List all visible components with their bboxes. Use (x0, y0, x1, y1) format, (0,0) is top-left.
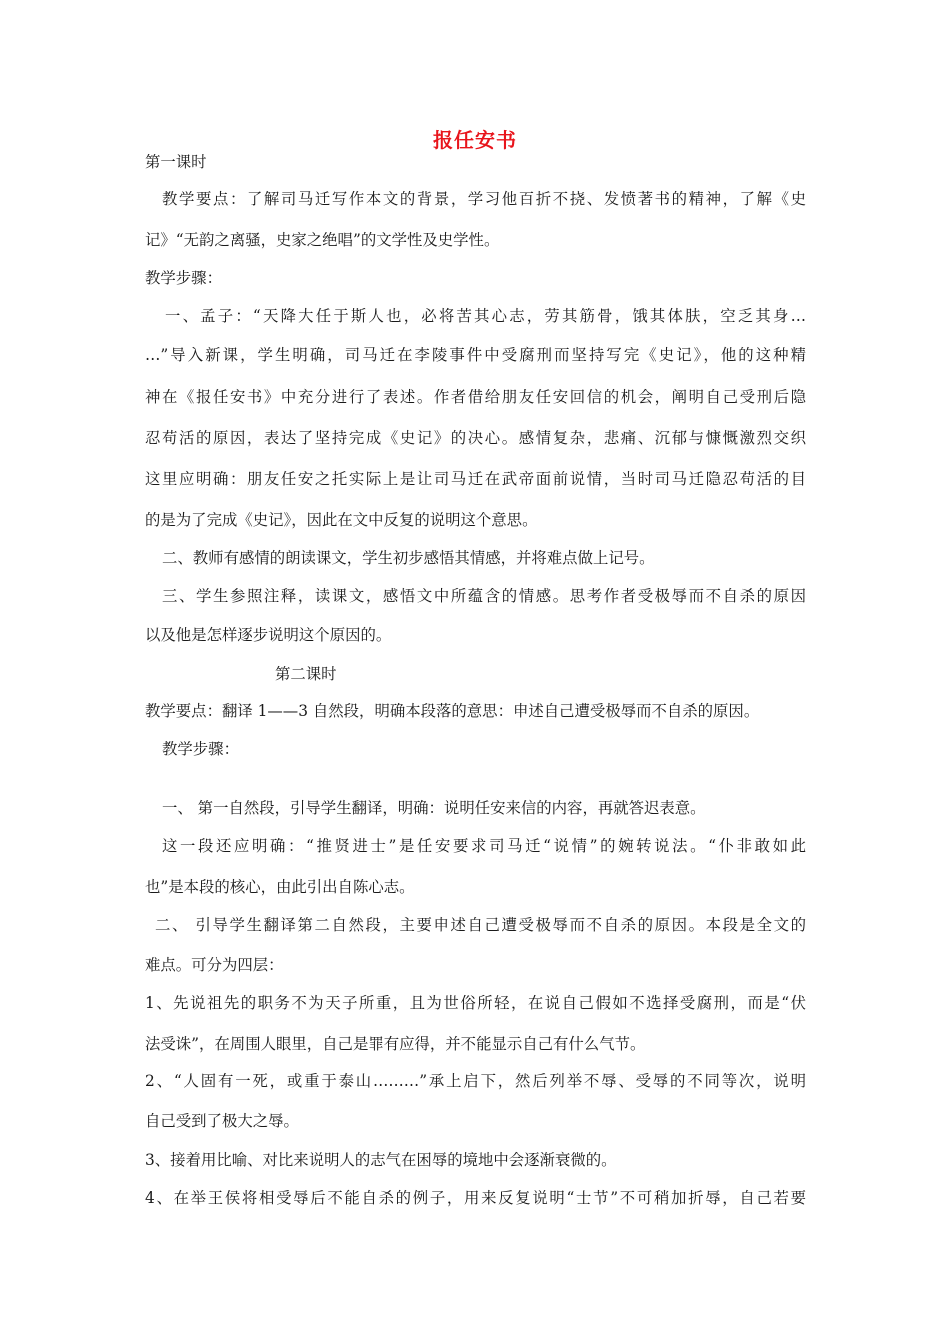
text-line: …”导入新课，学生明确，司马迁在李陵事件中受腐刑而坚持写完《史记》，他的这种精 (145, 346, 806, 364)
text-line: 忍苟活的原因，表达了坚持完成《史记》的决心。感情复杂，悲痛、沉郁与慷慨激烈交织 (145, 429, 806, 447)
text-line: 一、 第一自然段，引导学生翻译，明确：说明任安来信的内容，再就答迟表意。 (162, 799, 706, 817)
text-line: 这一段还应明确：“推贤进士”是任安要求司马迁“说情”的婉转说法。“仆非敢如此 (162, 837, 806, 855)
text-line: 记》“无韵之离骚，史家之绝唱”的文学性及史学性。 (145, 231, 500, 249)
text-line: 一、孟子：“天降大任于斯人也，必将苦其心志，劳其筋骨，饿其体肤，空乏其身… (165, 307, 806, 325)
text-line: 教学步骤： (162, 740, 239, 758)
text-line: 三、学生参照注释，读课文，感悟文中所蕴含的情感。思考作者受极辱而不自杀的原因 (162, 587, 806, 605)
text-line: 教学要点：翻译 1——3 自然段，明确本段落的意思：申述自己遭受极辱而不自杀的原因。 (145, 702, 760, 720)
text-line: 1、先说祖先的职务不为天子所重，且为世俗所轻，在说自己假如不选择受腐刑，而是“伏 (145, 994, 806, 1012)
text-line: 3、接着用比喻、对比来说明人的志气在困辱的境地中会逐渐衰微的。 (145, 1151, 617, 1169)
text-line: 二、教师有感情的朗读课文，学生初步感悟其情感，并将难点做上记号。 (162, 549, 655, 567)
text-line: 4、在举王侯将相受辱后不能自杀的例子，用来反复说明“士节”不可稍加折辱，自己若要 (145, 1189, 806, 1207)
text-line: 法受诛”，在周围人眼里，自己是罪有应得，并不能显示自己有什么气节。 (145, 1035, 646, 1053)
text-line: 以及他是怎样逐步说明这个原因的。 (145, 626, 392, 644)
text-line: 教学步骤： (145, 269, 222, 287)
text-line: 第二课时 (275, 665, 337, 683)
text-line: 第一课时 (145, 153, 207, 171)
text-line: 二、 引导学生翻译第二自然段，主要申述自己遭受极辱而不自杀的原因。本段是全文的 (155, 916, 806, 934)
text-line: 2、“人固有一死，或重于泰山………”承上启下，然后列举不辱、受辱的不同等次，说明 (145, 1072, 806, 1090)
text-line: 的是为了完成《史记》，因此在文中反复的说明这个意思。 (145, 511, 538, 529)
text-line: 教学要点：了解司马迁写作本文的背景，学习他百折不挠、发愤著书的精神，了解《史 (162, 190, 806, 208)
text-line: 神在《报任安书》中充分进行了表述。作者借给朋友任安回信的机会，阐明自己受刑后隐 (145, 388, 806, 406)
document-title: 报任安书 (433, 128, 517, 152)
text-line: 难点。可分为四层： (145, 956, 284, 974)
text-line: 也”是本段的核心，由此引出自陈心志。 (145, 878, 415, 896)
text-line: 这里应明确：朋友任安之托实际上是让司马迁在武帝面前说情，当时司马迁隐忍苟活的目 (145, 470, 806, 488)
text-line: 自己受到了极大之辱。 (145, 1112, 299, 1130)
